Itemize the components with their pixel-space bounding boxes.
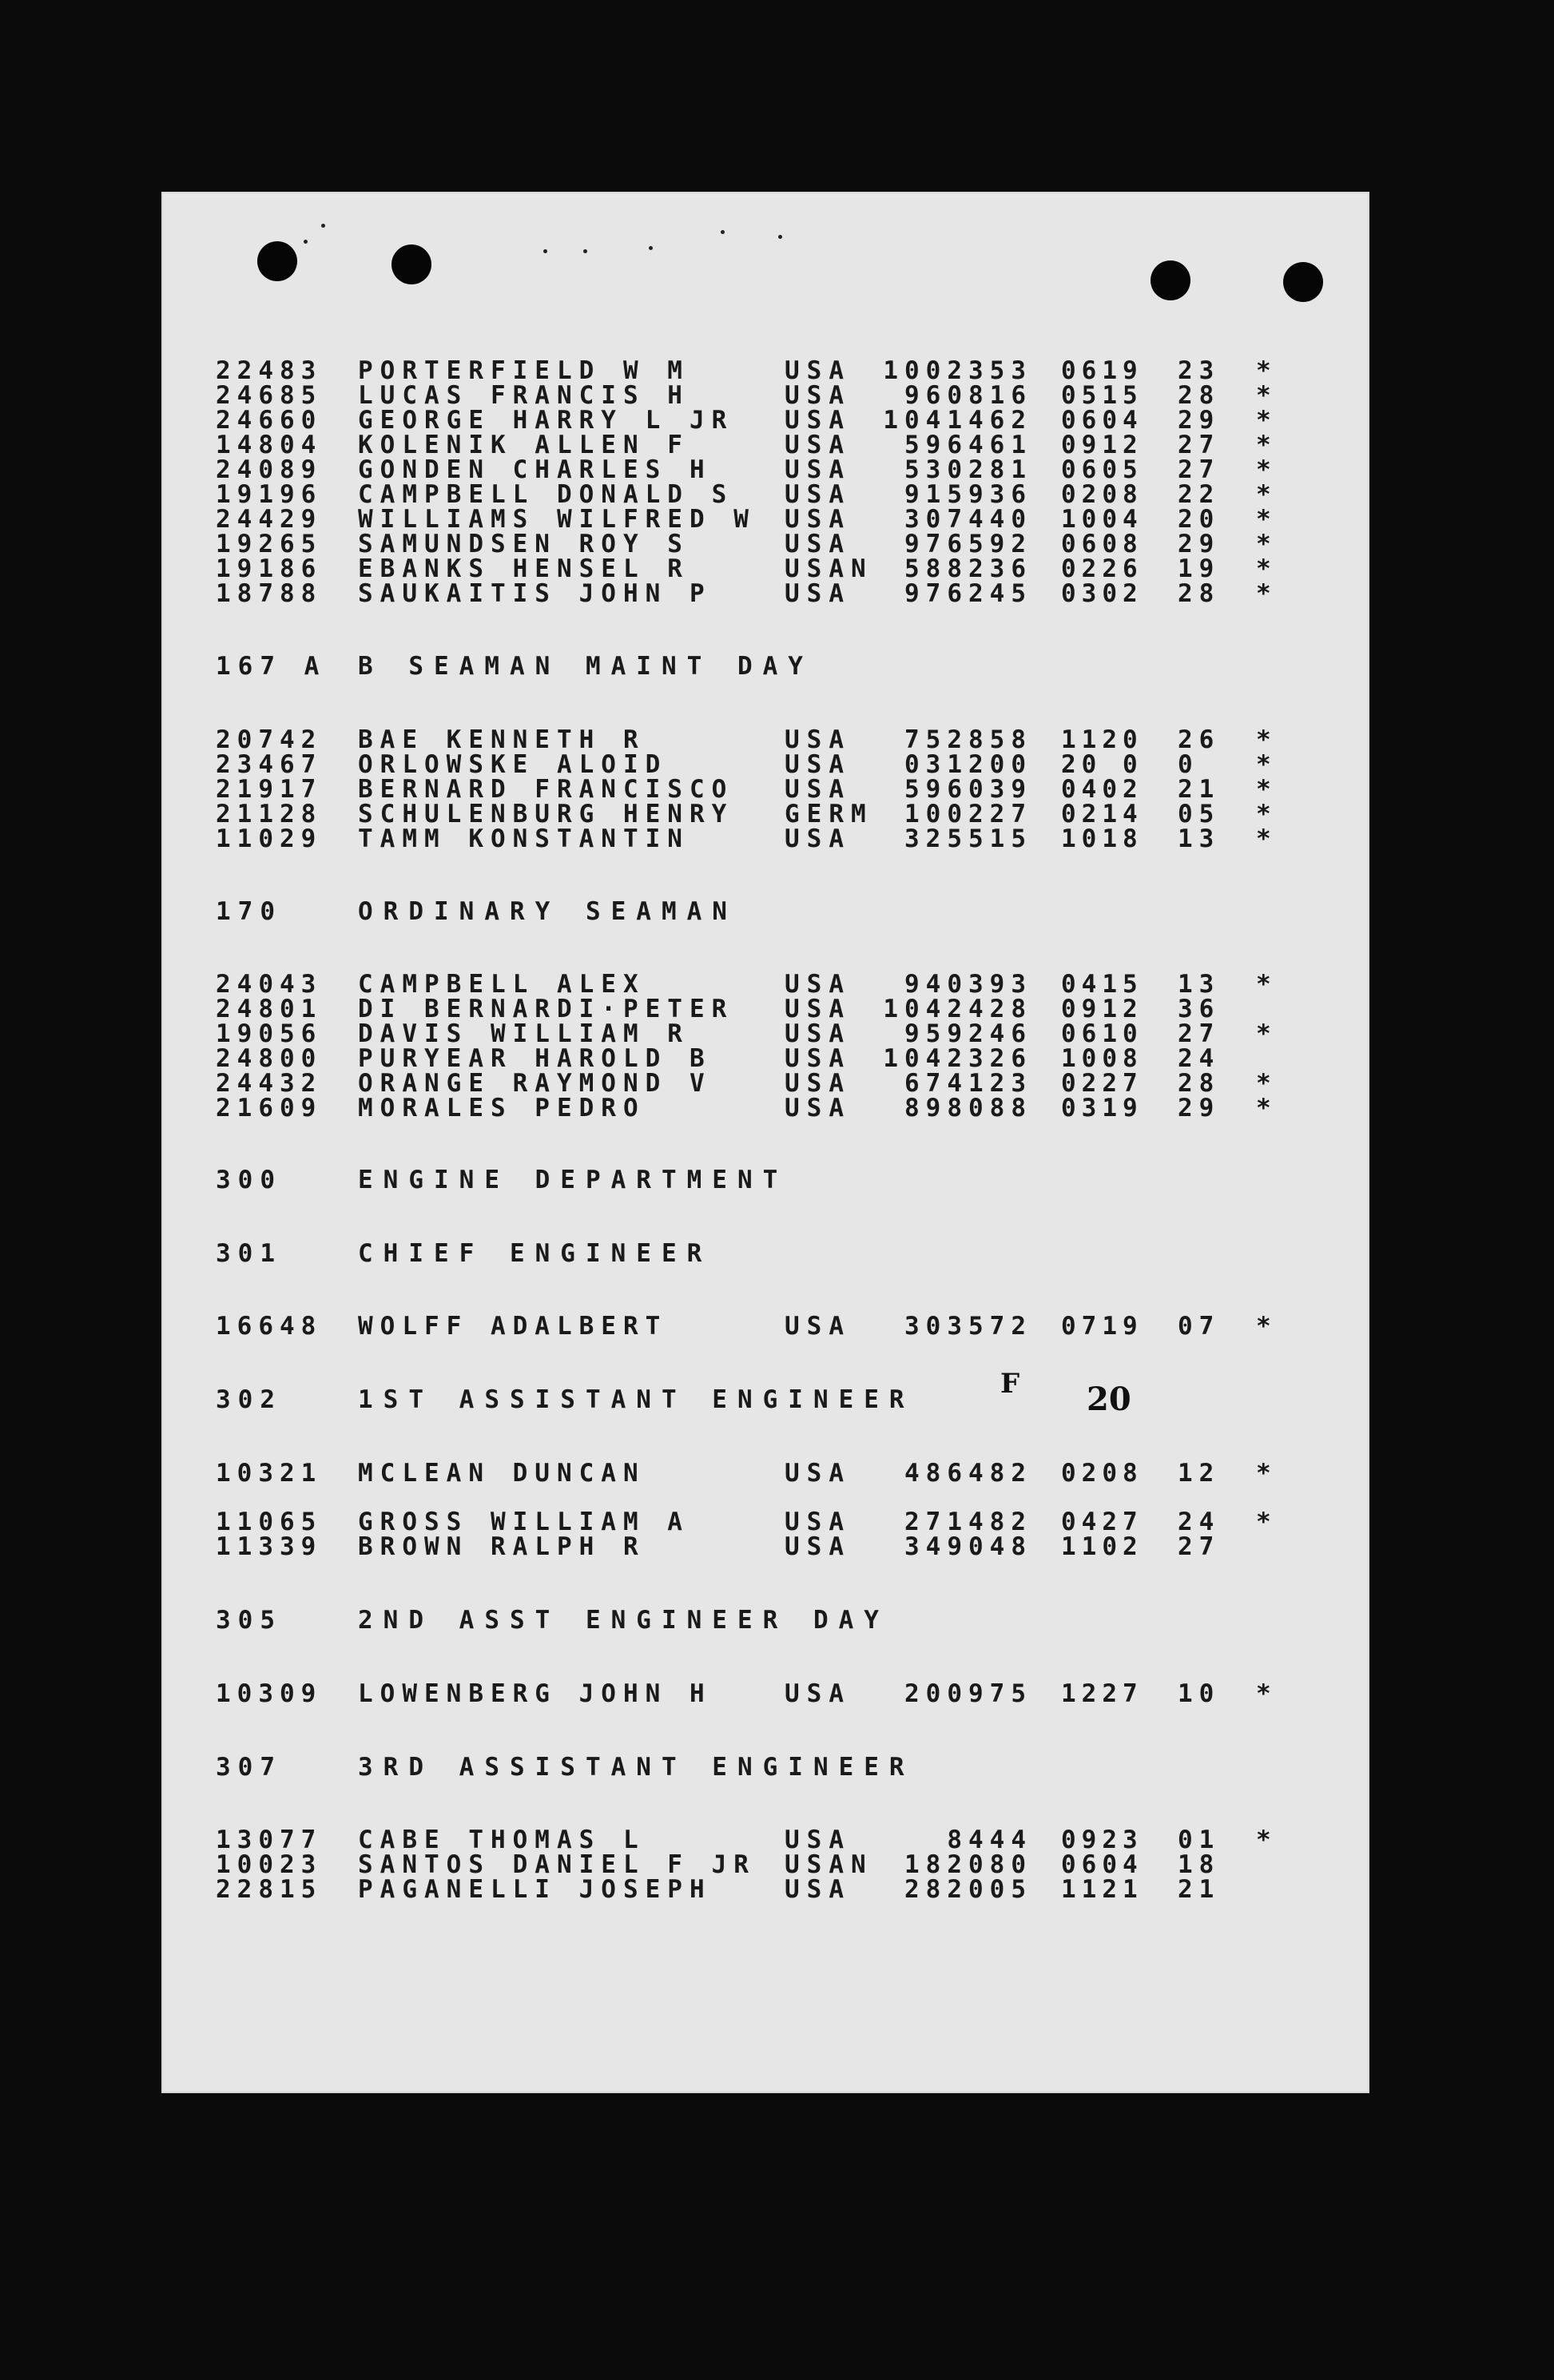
crew-row bbox=[161, 383, 1369, 408]
employee-id: 22815 bbox=[216, 1875, 323, 1904]
crew-row bbox=[161, 777, 1369, 802]
section-code: 307 bbox=[216, 1753, 282, 1782]
section-code: 170 bbox=[216, 897, 282, 926]
date-code: 0719 bbox=[1061, 1312, 1143, 1341]
crew-name: BERNARD FRANCISCO bbox=[358, 775, 734, 804]
date-code: 1121 bbox=[1061, 1875, 1143, 1904]
crew-row bbox=[161, 531, 1369, 557]
section-heading bbox=[161, 1607, 1369, 1633]
age: 21 bbox=[1178, 1875, 1221, 1904]
date-code: 0302 bbox=[1061, 579, 1143, 608]
certificate-number: 588236 bbox=[904, 554, 1032, 583]
crew-row bbox=[161, 581, 1369, 606]
date-code: 0208 bbox=[1061, 1459, 1143, 1488]
age: 13 bbox=[1178, 824, 1221, 853]
date-code: 0226 bbox=[1061, 554, 1143, 583]
employee-id: 10023 bbox=[216, 1850, 323, 1879]
certificate-number: 960816 bbox=[904, 381, 1032, 410]
crew-row bbox=[161, 1095, 1369, 1121]
employee-id: 20742 bbox=[216, 725, 323, 754]
section-title: ORDINARY SEAMAN bbox=[358, 897, 737, 926]
crew-name: GEORGE HARRY L JR bbox=[358, 406, 734, 435]
nationality: USA bbox=[785, 1312, 851, 1341]
date-code: 0610 bbox=[1061, 1019, 1143, 1048]
nationality: USA bbox=[785, 970, 851, 999]
certificate-number: 596039 bbox=[904, 775, 1032, 804]
mark: * bbox=[1256, 480, 1272, 509]
nationality: USA bbox=[785, 1508, 851, 1536]
employee-id: 24432 bbox=[216, 1069, 323, 1098]
section-code: 301 bbox=[216, 1239, 282, 1268]
crew-row bbox=[161, 1852, 1369, 1877]
mark: * bbox=[1256, 431, 1272, 459]
nationality: USA bbox=[785, 1044, 851, 1073]
crew-name: WILLIAMS WILFRED W bbox=[358, 505, 756, 534]
age: 24 bbox=[1178, 1044, 1221, 1073]
age: 24 bbox=[1178, 1508, 1221, 1536]
section-heading bbox=[161, 1241, 1369, 1266]
employee-id: 11339 bbox=[216, 1532, 323, 1561]
crew-row bbox=[161, 556, 1369, 582]
certificate-number: 1042428 bbox=[883, 995, 1032, 1023]
certificate-number: 596461 bbox=[904, 431, 1032, 459]
crew-name: EBANKS HENSEL R bbox=[358, 554, 690, 583]
age: 10 bbox=[1178, 1679, 1221, 1708]
nationality: USA bbox=[785, 381, 851, 410]
certificate-number: 976592 bbox=[904, 530, 1032, 558]
age: 07 bbox=[1178, 1312, 1221, 1341]
nationality: USAN bbox=[785, 554, 873, 583]
crew-name: CAMPBELL ALEX bbox=[358, 970, 646, 999]
age: 27 bbox=[1178, 455, 1221, 484]
crew-name: DAVIS WILLIAM R bbox=[358, 1019, 690, 1048]
crew-name: SANTOS DANIEL F JR bbox=[358, 1850, 756, 1879]
date-code: 1102 bbox=[1061, 1532, 1143, 1561]
punch-hole bbox=[1283, 262, 1323, 302]
certificate-number: 915936 bbox=[904, 480, 1032, 509]
certificate-number: 325515 bbox=[904, 824, 1032, 853]
mark: * bbox=[1256, 554, 1272, 583]
age: 26 bbox=[1178, 725, 1221, 754]
certificate-number: 8444 bbox=[947, 1826, 1032, 1854]
certificate-number: 1042326 bbox=[883, 1044, 1032, 1073]
date-code: 0605 bbox=[1061, 455, 1143, 484]
nationality: USA bbox=[785, 505, 851, 534]
crew-row bbox=[161, 1313, 1369, 1339]
nationality: USA bbox=[785, 1069, 851, 1098]
certificate-number: 200975 bbox=[904, 1679, 1032, 1708]
age: 05 bbox=[1178, 800, 1221, 828]
nationality: USA bbox=[785, 750, 851, 779]
crew-row bbox=[161, 1534, 1369, 1560]
certificate-number: 674123 bbox=[904, 1069, 1032, 1098]
paper-speck bbox=[721, 230, 725, 234]
age: 0 bbox=[1178, 750, 1199, 779]
mark: * bbox=[1256, 455, 1272, 484]
age: 27 bbox=[1178, 431, 1221, 459]
crew-name: SAUKAITIS JOHN P bbox=[358, 579, 712, 608]
nationality: USA bbox=[785, 480, 851, 509]
certificate-number: 486482 bbox=[904, 1459, 1032, 1488]
nationality: USA bbox=[785, 824, 851, 853]
certificate-number: 1041462 bbox=[883, 406, 1032, 435]
punch-hole bbox=[391, 244, 431, 284]
crew-name: SCHULENBURG HENRY bbox=[358, 800, 734, 828]
certificate-number: 031200 bbox=[904, 750, 1032, 779]
section-title: ENGINE DEPARTMENT bbox=[358, 1166, 789, 1194]
employee-id: 19186 bbox=[216, 554, 323, 583]
mark: * bbox=[1256, 750, 1272, 779]
mark: * bbox=[1256, 406, 1272, 435]
employee-id: 18788 bbox=[216, 579, 323, 608]
paper-speck bbox=[649, 246, 653, 250]
age: 20 bbox=[1178, 505, 1221, 534]
mark: * bbox=[1256, 775, 1272, 804]
mark: * bbox=[1256, 505, 1272, 534]
age: 29 bbox=[1178, 406, 1221, 435]
date-code: 0608 bbox=[1061, 530, 1143, 558]
section-heading bbox=[161, 899, 1369, 924]
crew-name: BAE KENNETH R bbox=[358, 725, 646, 754]
certificate-number: 530281 bbox=[904, 455, 1032, 484]
section-code: 167 A bbox=[216, 652, 327, 681]
nationality: USAN bbox=[785, 1850, 873, 1879]
paper-speck bbox=[543, 249, 547, 253]
certificate-number: 976245 bbox=[904, 579, 1032, 608]
age: 27 bbox=[1178, 1019, 1221, 1048]
crew-row bbox=[161, 1681, 1369, 1707]
age: 36 bbox=[1178, 995, 1221, 1023]
employee-id: 21128 bbox=[216, 800, 323, 828]
certificate-number: 307440 bbox=[904, 505, 1032, 534]
age: 21 bbox=[1178, 775, 1221, 804]
section-title: 3RD ASSISTANT ENGINEER bbox=[358, 1753, 915, 1782]
employee-id: 23467 bbox=[216, 750, 323, 779]
mark: * bbox=[1256, 1312, 1272, 1341]
date-code: 0214 bbox=[1061, 800, 1143, 828]
section-title: B SEAMAN MAINT DAY bbox=[358, 652, 813, 681]
mark: * bbox=[1256, 381, 1272, 410]
paper-speck bbox=[321, 224, 325, 228]
mark: * bbox=[1256, 1459, 1272, 1488]
age: 18 bbox=[1178, 1850, 1221, 1879]
mark: * bbox=[1256, 1826, 1272, 1854]
crew-row bbox=[161, 482, 1369, 507]
section-title: 1ST ASSISTANT ENGINEER bbox=[358, 1385, 915, 1414]
employee-id: 13077 bbox=[216, 1826, 323, 1854]
nationality: USA bbox=[785, 995, 851, 1023]
crew-row bbox=[161, 1827, 1369, 1853]
crew-name: SAMUNDSEN ROY S bbox=[358, 530, 690, 558]
certificate-number: 303572 bbox=[904, 1312, 1032, 1341]
crew-name: LOWENBERG JOHN H bbox=[358, 1679, 712, 1708]
employee-id: 14804 bbox=[216, 431, 323, 459]
date-code: 0619 bbox=[1061, 356, 1143, 385]
date-code: 0208 bbox=[1061, 480, 1143, 509]
section-code: 300 bbox=[216, 1166, 282, 1194]
crew-name: BROWN RALPH R bbox=[358, 1532, 646, 1561]
certificate-number: 100227 bbox=[904, 800, 1032, 828]
crew-name: GROSS WILLIAM A bbox=[358, 1508, 690, 1536]
crew-row bbox=[161, 507, 1369, 532]
mark: * bbox=[1256, 1508, 1272, 1536]
employee-id: 22483 bbox=[216, 356, 323, 385]
date-code: 0604 bbox=[1061, 406, 1143, 435]
crew-name: GONDEN CHARLES H bbox=[358, 455, 712, 484]
employee-id: 11065 bbox=[216, 1508, 323, 1536]
crew-name: CABE THOMAS L bbox=[358, 1826, 646, 1854]
nationality: USA bbox=[785, 455, 851, 484]
date-code: 0515 bbox=[1061, 381, 1143, 410]
employee-id: 10309 bbox=[216, 1679, 323, 1708]
certificate-number: 282005 bbox=[904, 1875, 1032, 1904]
crew-name: ORLOWSKE ALOID bbox=[358, 750, 668, 779]
crew-row bbox=[161, 801, 1369, 827]
crew-row bbox=[161, 1877, 1369, 1902]
paper-speck bbox=[778, 235, 782, 239]
section-heading bbox=[161, 1754, 1369, 1780]
crew-row bbox=[161, 826, 1369, 852]
paper-speck bbox=[583, 249, 587, 253]
employee-id: 21917 bbox=[216, 775, 323, 804]
crew-name: CAMPBELL DONALD S bbox=[358, 480, 734, 509]
section-heading bbox=[161, 1167, 1369, 1193]
stamp-page-number: 20 bbox=[1087, 1381, 1131, 1418]
mark: * bbox=[1256, 1094, 1272, 1122]
employee-id: 24800 bbox=[216, 1044, 323, 1073]
employee-id: 24685 bbox=[216, 381, 323, 410]
mark: * bbox=[1256, 1069, 1272, 1098]
date-code: 0415 bbox=[1061, 970, 1143, 999]
age: 12 bbox=[1178, 1459, 1221, 1488]
certificate-number: 271482 bbox=[904, 1508, 1032, 1536]
nationality: USA bbox=[785, 1532, 851, 1561]
section-heading bbox=[161, 654, 1369, 679]
crew-row bbox=[161, 971, 1369, 997]
employee-id: 24429 bbox=[216, 505, 323, 534]
employee-id: 24089 bbox=[216, 455, 323, 484]
nationality: USA bbox=[785, 775, 851, 804]
mark: * bbox=[1256, 970, 1272, 999]
date-code: 0604 bbox=[1061, 1850, 1143, 1879]
certificate-number: 349048 bbox=[904, 1532, 1032, 1561]
employee-id: 19196 bbox=[216, 480, 323, 509]
nationality: USA bbox=[785, 356, 851, 385]
mark: * bbox=[1256, 530, 1272, 558]
date-code: 1120 bbox=[1061, 725, 1143, 754]
nationality: USA bbox=[785, 1826, 851, 1854]
employee-id: 21609 bbox=[216, 1094, 323, 1122]
paper-speck bbox=[304, 240, 308, 244]
date-code: 0912 bbox=[1061, 431, 1143, 459]
crew-name: PAGANELLI JOSEPH bbox=[358, 1875, 712, 1904]
crew-row bbox=[161, 407, 1369, 433]
mark: * bbox=[1256, 356, 1272, 385]
date-code: 1004 bbox=[1061, 505, 1143, 534]
employee-id: 19265 bbox=[216, 530, 323, 558]
crew-row bbox=[161, 1071, 1369, 1096]
employee-id: 10321 bbox=[216, 1459, 323, 1488]
document-page bbox=[161, 192, 1369, 2093]
certificate-number: 182080 bbox=[904, 1850, 1032, 1879]
employee-id: 24801 bbox=[216, 995, 323, 1023]
crew-row bbox=[161, 1460, 1369, 1486]
crew-name: MCLEAN DUNCAN bbox=[358, 1459, 646, 1488]
nationality: USA bbox=[785, 530, 851, 558]
stamp-letter: F bbox=[1000, 1368, 1020, 1400]
crew-name: PORTERFIELD W M bbox=[358, 356, 690, 385]
crew-row bbox=[161, 1509, 1369, 1535]
date-code: 20 0 bbox=[1061, 750, 1143, 779]
nationality: USA bbox=[785, 579, 851, 608]
crew-row bbox=[161, 727, 1369, 753]
date-code: 0227 bbox=[1061, 1069, 1143, 1098]
punch-hole bbox=[1151, 260, 1190, 300]
crew-name: TAMM KONSTANTIN bbox=[358, 824, 690, 853]
mark: * bbox=[1256, 800, 1272, 828]
nationality: GERM bbox=[785, 800, 873, 828]
mark: * bbox=[1256, 579, 1272, 608]
section-code: 302 bbox=[216, 1385, 282, 1414]
certificate-number: 1002353 bbox=[883, 356, 1032, 385]
section-code: 305 bbox=[216, 1606, 282, 1635]
crew-row bbox=[161, 1021, 1369, 1047]
crew-row bbox=[161, 996, 1369, 1022]
age: 28 bbox=[1178, 1069, 1221, 1098]
crew-name: LUCAS FRANCIS H bbox=[358, 381, 690, 410]
nationality: USA bbox=[785, 1019, 851, 1048]
age: 01 bbox=[1178, 1826, 1221, 1854]
employee-id: 11029 bbox=[216, 824, 323, 853]
mark: * bbox=[1256, 1019, 1272, 1048]
age: 29 bbox=[1178, 530, 1221, 558]
date-code: 1008 bbox=[1061, 1044, 1143, 1073]
nationality: USA bbox=[785, 1875, 851, 1904]
certificate-number: 752858 bbox=[904, 725, 1032, 754]
date-code: 0912 bbox=[1061, 995, 1143, 1023]
date-code: 0923 bbox=[1061, 1826, 1143, 1854]
nationality: USA bbox=[785, 1459, 851, 1488]
date-code: 0402 bbox=[1061, 775, 1143, 804]
age: 28 bbox=[1178, 381, 1221, 410]
section-title: CHIEF ENGINEER bbox=[358, 1239, 713, 1268]
crew-row bbox=[161, 752, 1369, 777]
punch-hole bbox=[257, 241, 297, 281]
nationality: USA bbox=[785, 406, 851, 435]
date-code: 0427 bbox=[1061, 1508, 1143, 1536]
nationality: USA bbox=[785, 431, 851, 459]
crew-row bbox=[161, 1046, 1369, 1071]
date-code: 0319 bbox=[1061, 1094, 1143, 1122]
crew-name: MORALES PEDRO bbox=[358, 1094, 646, 1122]
age: 13 bbox=[1178, 970, 1221, 999]
crew-row bbox=[161, 432, 1369, 458]
crew-name: DI BERNARDI·PETER bbox=[358, 995, 734, 1023]
crew-row bbox=[161, 457, 1369, 483]
certificate-number: 940393 bbox=[904, 970, 1032, 999]
section-heading bbox=[161, 1387, 1369, 1413]
age: 22 bbox=[1178, 480, 1221, 509]
mark: * bbox=[1256, 824, 1272, 853]
nationality: USA bbox=[785, 725, 851, 754]
age: 28 bbox=[1178, 579, 1221, 608]
nationality: USA bbox=[785, 1094, 851, 1122]
certificate-number: 959246 bbox=[904, 1019, 1032, 1048]
certificate-number: 898088 bbox=[904, 1094, 1032, 1122]
mark: * bbox=[1256, 1679, 1272, 1708]
age: 23 bbox=[1178, 356, 1221, 385]
employee-id: 16648 bbox=[216, 1312, 323, 1341]
mark: * bbox=[1256, 725, 1272, 754]
age: 19 bbox=[1178, 554, 1221, 583]
employee-id: 24660 bbox=[216, 406, 323, 435]
employee-id: 19056 bbox=[216, 1019, 323, 1048]
crew-name: ORANGE RAYMOND V bbox=[358, 1069, 712, 1098]
age: 29 bbox=[1178, 1094, 1221, 1122]
crew-name: WOLFF ADALBERT bbox=[358, 1312, 668, 1341]
date-code: 1227 bbox=[1061, 1679, 1143, 1708]
crew-row bbox=[161, 358, 1369, 383]
date-code: 1018 bbox=[1061, 824, 1143, 853]
nationality: USA bbox=[785, 1679, 851, 1708]
crew-name: PURYEAR HAROLD B bbox=[358, 1044, 712, 1073]
section-title: 2ND ASST ENGINEER DAY bbox=[358, 1606, 889, 1635]
crew-name: KOLENIK ALLEN F bbox=[358, 431, 690, 459]
employee-id: 24043 bbox=[216, 970, 323, 999]
age: 27 bbox=[1178, 1532, 1221, 1561]
